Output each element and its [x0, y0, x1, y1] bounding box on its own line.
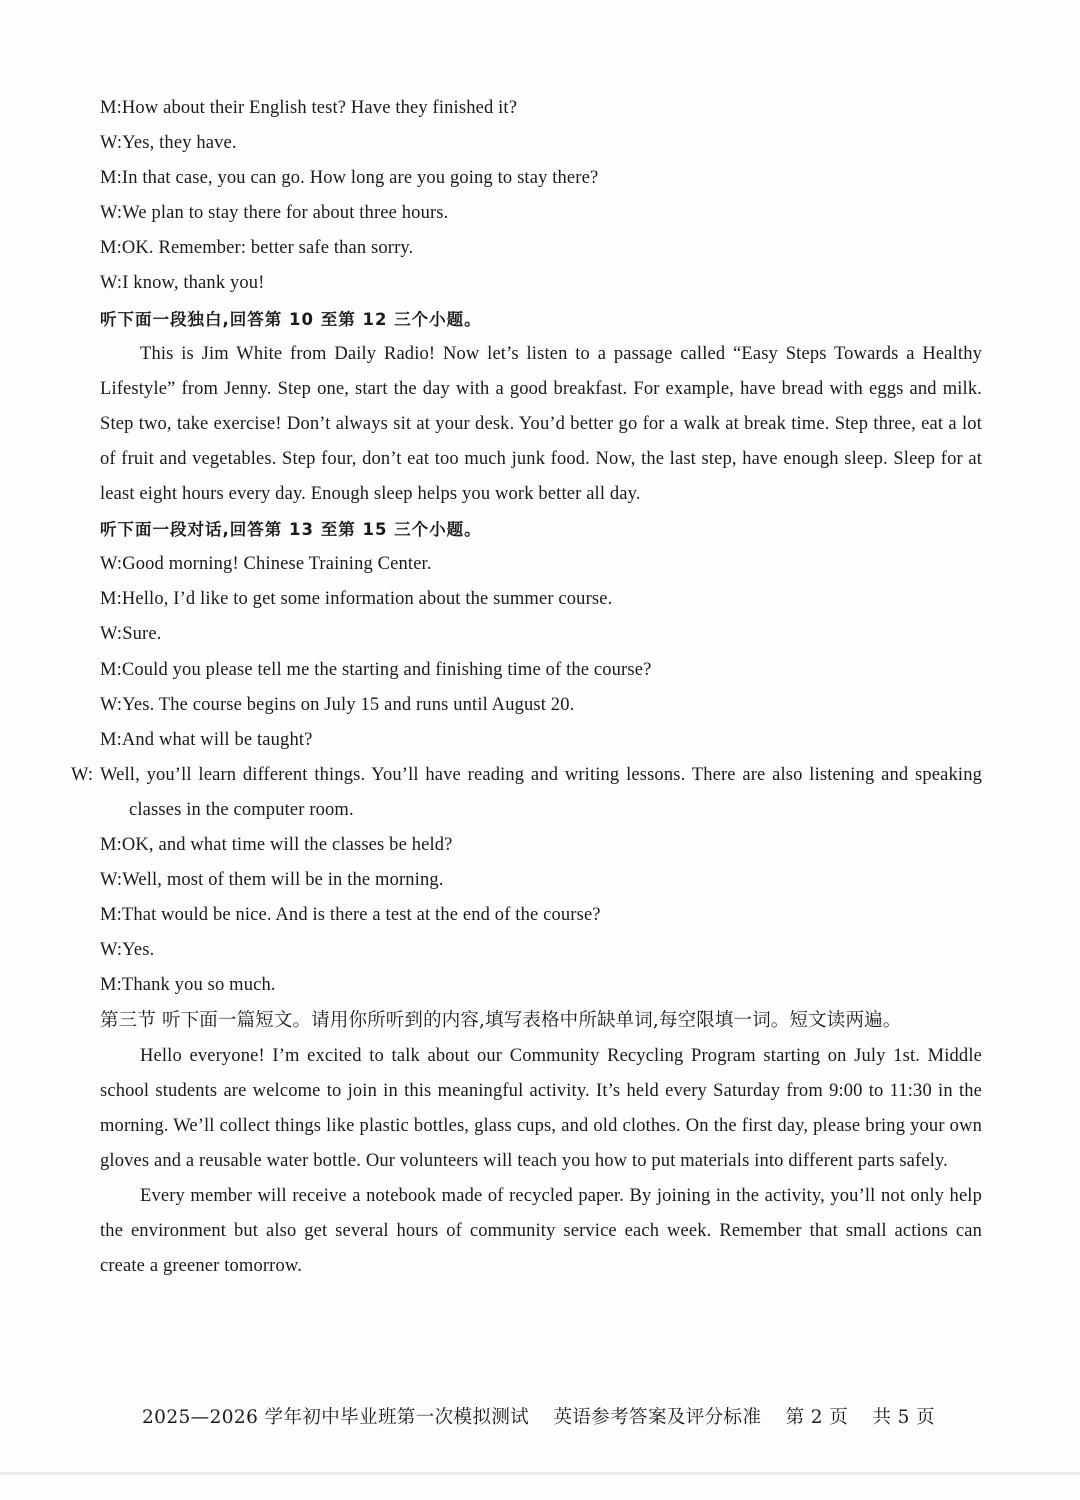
dialogue-line: W: Well, you’ll learn different things. You’ll have reading and writing lessons. There are also listening and speaking classes in the computer room.	[71, 764, 982, 820]
dialogue-line	[100, 196, 982, 231]
footer-total-pages: 共 5 页	[872, 1407, 935, 1428]
footer-subject: 英语参考答案及评分标准	[553, 1407, 762, 1428]
dialogue-text: Well, most of them will be in the morning.	[122, 870, 444, 891]
dialogue-text: I know, thank you!	[122, 273, 265, 294]
monologue-heading: 听下面一段独白,回答第 10 至第 12 三个小题。	[100, 309, 482, 329]
speaker-label: M:	[100, 659, 122, 680]
speaker-label: W:	[100, 554, 123, 575]
dialogue-line	[100, 688, 982, 723]
footer-exam-title: 2025—2026 学年初中毕业班第一次模拟测试	[142, 1407, 530, 1428]
speaker-label: W:	[100, 870, 123, 891]
dialogue-text: Sure.	[122, 624, 162, 645]
dialogue-text: Yes, they have.	[122, 133, 237, 154]
dialogue-text: Yes. The course begins on July 15 and runs until August 20.	[122, 694, 575, 715]
dialogue-text: OK, and what time will the classes be held?	[121, 834, 453, 855]
dialogue-text: Yes.	[122, 940, 155, 961]
speaker-label: M:	[100, 168, 122, 189]
dialogue-line	[100, 126, 982, 161]
passage-paragraph: Every member will receive a notebook made of recycled paper. By joining in the activity, you’ll not only help the environment but also get several hours of community service each week. Remember that small actions can create a greener tomorrow.	[100, 1185, 982, 1277]
dialogue-line	[100, 266, 982, 301]
dialogue-text: Thank you so much.	[121, 975, 276, 996]
dialogue-line	[100, 863, 982, 898]
dialogue-text: We plan to stay there for about three hours.	[122, 203, 449, 224]
speaker-label: W:	[100, 273, 123, 294]
page-content	[71, 91, 982, 1284]
page-footer	[142, 1403, 953, 1429]
speaker-label: M:	[100, 729, 122, 750]
dialogue-text: Hello, I’d like to get some information about the summer course.	[121, 589, 613, 610]
dialogue-line	[100, 91, 982, 126]
speaker-label: M:	[100, 975, 122, 996]
dialogue-line	[100, 547, 982, 582]
dialogue-line	[100, 933, 982, 968]
footer-page-number: 第 2 页	[785, 1407, 849, 1428]
scan-edge-divider	[0, 1472, 1080, 1475]
speaker-label: W:	[100, 940, 123, 961]
dialogue-line	[100, 653, 982, 688]
dialogue2-heading: 听下面一段对话,回答第 13 至第 15 三个小题。	[100, 520, 482, 540]
speaker-label: M:	[100, 589, 122, 610]
speaker-label: W:	[100, 133, 123, 154]
speaker-label: W:	[100, 203, 123, 224]
dialogue-text: And what will be taught?	[121, 729, 313, 750]
section3-heading: 第三节 听下面一篇短文。请用你所听到的内容,填写表格中所缺单词,每空限填一词。短文读两遍。	[100, 1010, 902, 1032]
speaker-label: W:	[100, 694, 123, 715]
dialogue-text: In that case, you can go. How long are you going to stay there?	[121, 168, 599, 189]
dialogue-line	[100, 231, 982, 266]
dialogue-line	[100, 161, 982, 196]
passage-paragraph: Hello everyone! I’m excited to talk about our Community Recycling Program starting on July 1st. Middle school students are welcome to join in this meaningful activity. It’s held every Saturday from 9:00 to 11:30 in the morning. We’ll collect things like plastic bottles, glass cups, and old clothes. On the first day, please bring your own gloves and a reusable water bottle. Our volunteers will teach you how to put materials into different parts safely.	[100, 1045, 982, 1171]
speaker-label: M:	[100, 905, 122, 926]
speaker-label: M:	[100, 238, 122, 259]
speaker-label: M:	[100, 98, 122, 118]
dialogue-line	[100, 898, 982, 933]
monologue-paragraph: This is Jim White from Daily Radio! Now let’s listen to a passage called “Easy Steps Towards a Healthy Lifestyle” from Jenny. Step one, start the day with a good breakfast. For example, have bread with eggs and milk. Step two, take exercise! Don’t always sit at your desk. You’d better go for a walk at break time. Step three, eat a lot of fruit and vegetables. Step four, don’t eat too much junk food. Now, the last step, have enough sleep. Sleep for at least eight hours every day. Enough sleep helps you work better all day.	[100, 343, 982, 505]
dialogue-text: How about their English test? Have they finished it?	[121, 98, 518, 118]
dialogue-text: Good morning! Chinese Training Center.	[122, 554, 432, 575]
dialogue-line	[100, 968, 982, 1003]
dialogue-text: Could you please tell me the starting and finishing time of the course?	[121, 659, 652, 680]
dialogue-text: That would be nice. And is there a test at the end of the course?	[121, 905, 601, 926]
dialogue-line	[100, 723, 982, 758]
dialogue-line	[100, 582, 982, 617]
speaker-label: M:	[100, 834, 122, 855]
speaker-label: W:	[100, 624, 123, 645]
dialogue-line	[100, 617, 982, 652]
dialogue-text: Well, you’ll learn different things. You’ll have reading and writing lessons. There are also listening and speaking classes in the computer room.	[100, 764, 982, 820]
dialogue-text: OK. Remember: better safe than sorry.	[121, 238, 414, 259]
dialogue-line	[100, 828, 982, 863]
